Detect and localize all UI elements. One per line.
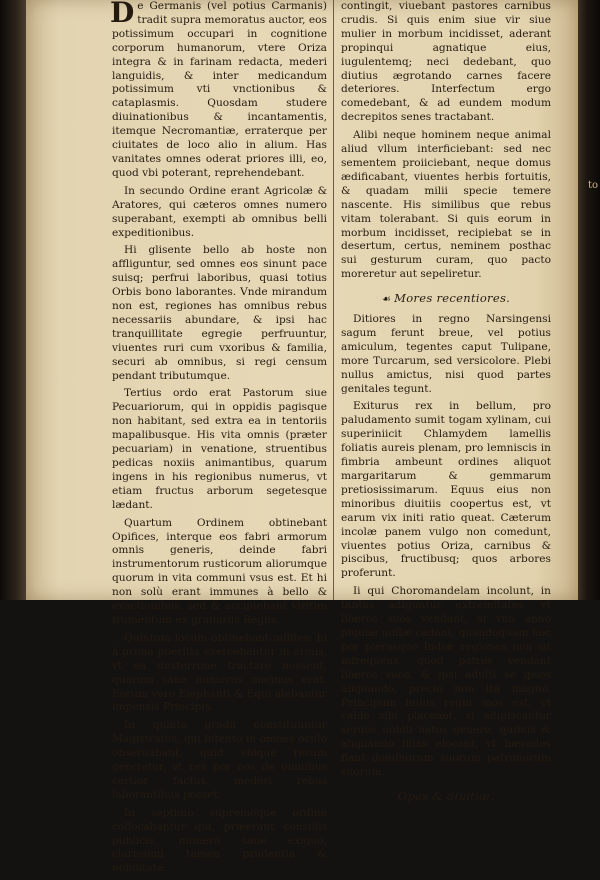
paragraph: Hi glisente bello ab hoste non affliguntur, sed omnes eos sinunt pace suisq; perfrui laboribus, quasi totius Orbis bono laborantes. Vnde mirandum non est, regiones has omnibus rebus necessariis abundare, & ipsi hac tranquillitate egregie perfruuntur, viuentes ruri cum vxoribus & familia, securi ab omnibus, si regi censum pendant tributumque.: [112, 244, 327, 382]
paragraph: Ditiores in regno Narsingensi sagum ferunt breue, vel potius amiculum, tegentes caput Tulipane, more Turcarum, sed versicolore. Plebi nullus amictus, nisi quod partes genitales tegunt.: [341, 313, 551, 395]
drop-cap: D: [110, 0, 135, 29]
left-column: [112, 0, 327, 880]
book-spine: [0, 0, 26, 600]
paragraph: Quartum Ordinem obtinebant Opifices, interque eos fabri armorum omnis generis, deinde fabri instrumentorum rusticorum aliorumque quorum in vita communi vsus est. Et hi non solù erant immunes à bello & exactionibus, sed & accipiebant viritim frumentum ex granariis Regiis.: [112, 516, 327, 626]
page-edge: [578, 0, 600, 600]
column-rule: [333, 0, 334, 600]
margin-mark: to: [588, 180, 599, 191]
right-column: [341, 0, 551, 810]
paragraph: Exiturus rex in bellum, pro paludamento sumit togam xylinam, cui superiniicit Chlamydem lamellis foliatis aureis plenam, pro lemniscis in fimbria ambeunt ordines aliquot margaritarum & gemmarum pretiosissimarum. Equus eius non minoribus diuitiis coopertus est, vt earum vix initi ratio queat. Cæterum incolæ panem vulgo non comedunt, viuentes potius Oriza, carnibus & piscibus, fructibusq; quos arbores proferunt.: [341, 400, 551, 580]
paragraph: In septimo supremoque ordine collocabantur qui, præerant consiliis publicis, numero sane exiguo, clarissimi tamen prudentia & nobilitate.: [112, 806, 327, 875]
paragraph: In quinto gradu constituuntur Magistratus, qui intento in omnes oculo obseruabant, quid vbique rerum gereretur, vt rex per eos de omnibus certior factus, mederi rebus laborantibus posset.: [112, 719, 327, 801]
paragraph: Quintum locum obtinebant milites: hi à prima pueritia exercebantur in armis, vt ea dexterrime tractare nossent, quorum sane numerus magnus erat. Eorum vero Elephanti & Equi alebantur impensis Principis.: [112, 631, 327, 714]
paragraph: contingit, viuebant pastores carnibus crudis. Si quis enim siue vir siue mulier in morbum incidisset, aderant propinqui agnatique eius, iugulentemq; neci dedebant, quo diutius ægrotando carnes facere deteriores. Interfectum ergo comedebant, & ad eundem modum decrepitos senes tractabant.: [341, 0, 551, 124]
paragraph: In secundo Ordine erant Agricolæ & Aratores, qui cæteros omnes numero superabant, exempti ab omnibus belli expeditionibus.: [112, 184, 327, 239]
paragraph: De Germanis (vel potius Carmanis) tradit supra memoratus auctor, eos potissimum occupari in cognitione corporum humanorum, vtere Oriza integra & in farinam redacta, mederi languidis, & inter medicandum potissimum vti vnctionibus & cataplasmis. Quosdam studere diuinationibus & incantamentis, itemque Necromantiæ, erraterque per ciuitates de loco alio in alium. Has vanitates omnes oderat priores illi, eo, quod vbi poterant, reprehendebant.: [110, 0, 327, 179]
paragraph: Alibi neque hominem neque animal aliud vllum interficiebant: sed nec sementem proiiciebant, neque domus ædificabant, viuentes herbis fortuitis, & quadam milii specie temere nascente. His similibus que rebus vitam tolerabant. Si quis eorum in morbum incidisset, recipiebat se in desertum, certus, neminem posthac sui gesturum curam, quo pacto moreretur aut sepeliretur.: [341, 129, 551, 281]
paragraph: Ii qui Choromandelam incolunt, in tantas adiguntur extremitates, vt liberos suos vendant, si vno anno pluuiæ nullæ cadant, quandoquam hoc per plerasque Indiæ regiones non sit infrequens, quod patres vendant liberos suos, & ipsi adulti se ipsos aliquando, precio non ita magno. Principum huius regni mos est, vt valde sibi placeant, si adipiscantur seruos nobili natos genere, quibus & aliquando filias elocant, vt hæredes fiant dominorum suorum patronorum suorum.: [341, 585, 551, 779]
paragraph: Tertius ordo erat Pastorum siue Pecuariorum, qui in oppidis pagisque non habitant, sed extra ea in tentoriis mapalibusque. His vita omnis (præter pecuariam) in venatione, struentibus pedicas noxiis animantibus, quarum ingens in his regionibus numerus, vt etiam fructus arborum segetesque lædant.: [112, 387, 327, 511]
section-heading: ☙ Mores recentiores.: [381, 291, 511, 306]
fleuron-icon: ☙: [381, 294, 392, 306]
section-heading: Opes & diuitiæ.: [397, 788, 495, 803]
